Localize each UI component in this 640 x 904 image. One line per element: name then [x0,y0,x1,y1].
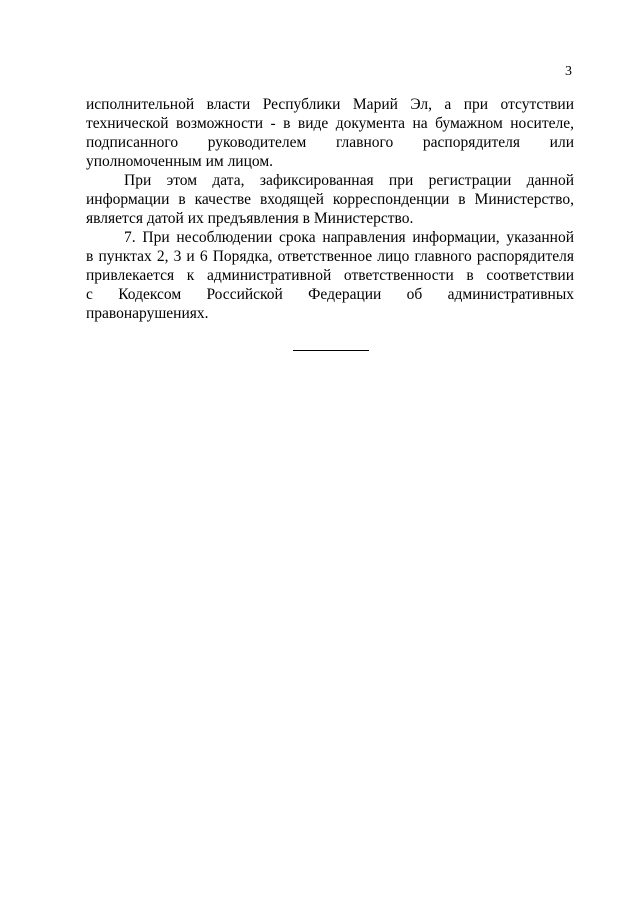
paragraph-1 [86,95,574,171]
paragraph-3 [86,228,574,323]
paragraph-2-line-1: При этом дата, зафиксированная при регистрации данной [124,172,574,189]
paragraph-3-line-4: с Кодексом Российской Федерации об административных [86,286,574,303]
paragraph-2 [86,171,574,228]
paragraph-1-line-3: подписанного руководителем главного распорядителя или [86,134,574,151]
paragraph-3-line-5: правонарушениях. [86,305,209,322]
paragraph-1-line-4: уполномоченным им лицом. [86,153,274,170]
paragraph-1-line-1: исполнительной власти Республики Марий Эл, а при отсутствии [86,96,574,113]
paragraph-3-line-1: 7. При несоблюдении срока направления информации, указанной [124,229,574,246]
paragraph-1-line-2: технической возможности - в виде документа на бумажном носителе, [86,115,574,132]
paragraph-2-line-2: информации в качестве входящей корреспонденции в Министерство, [86,191,574,208]
page-number: 3 [565,64,572,79]
end-divider [293,350,369,351]
paragraph-2-line-3: является датой их предъявления в Министерство. [86,210,414,227]
paragraph-3-line-3: привлекается к административной ответственности в соответствии [86,267,574,284]
paragraph-3-line-2: в пунктах 2, 3 и 6 Порядка, ответственное лицо главного распорядителя [86,248,574,265]
document-body [86,95,574,323]
